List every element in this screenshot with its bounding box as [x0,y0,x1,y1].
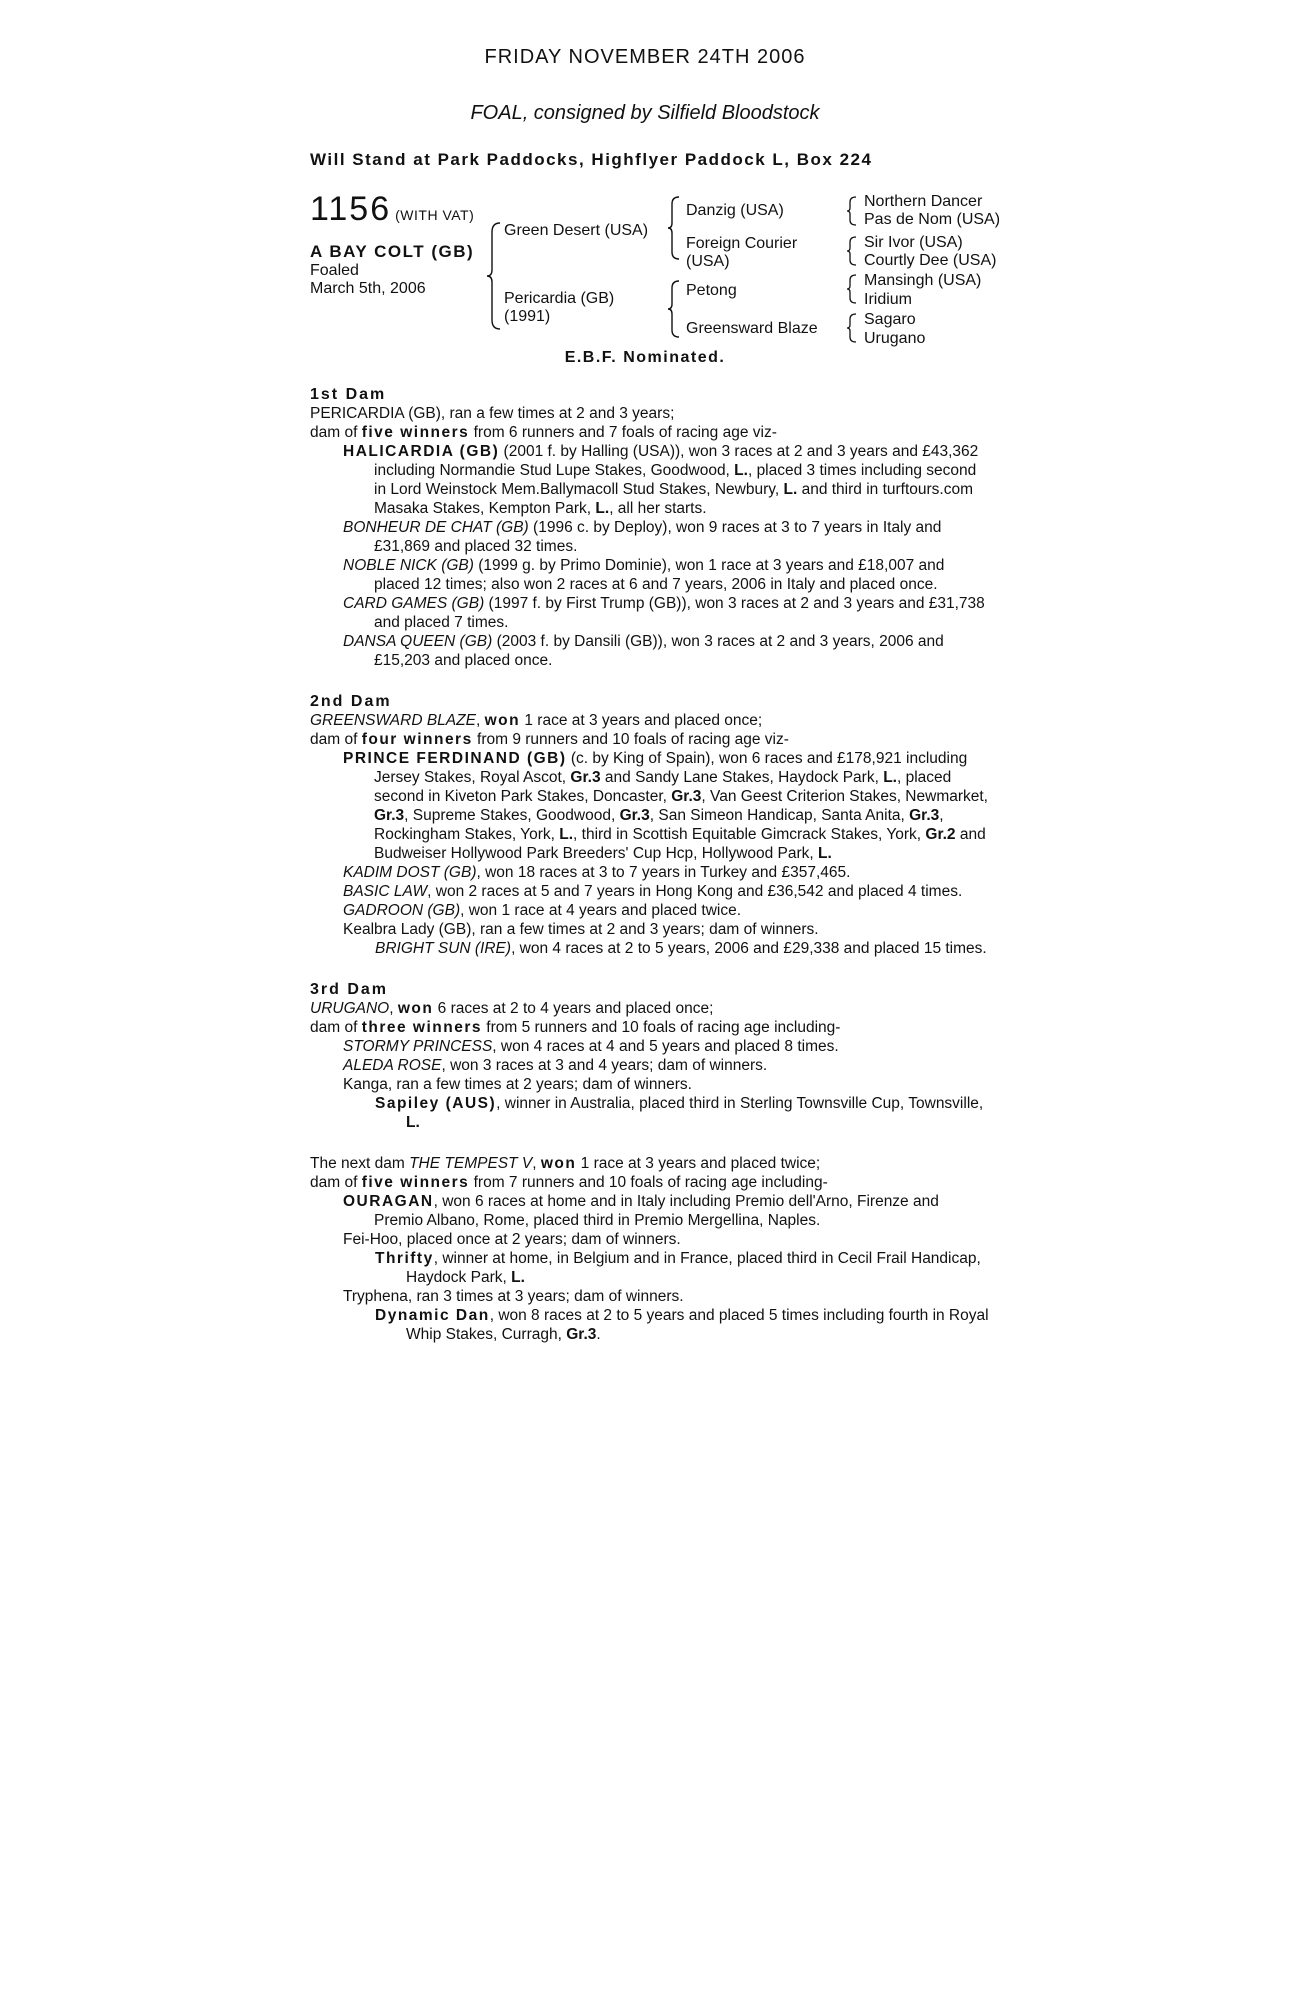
second-dam-section [310,692,990,958]
vat-note: (WITH VAT) [395,207,475,223]
next-dam-produce-line: dam of five winners from 7 runners and 10 foals of racing age including- [310,1174,828,1191]
produce-entry: KADIM DOST (GB), won 18 races at 3 to 7 years in Turkey and £357,465. [343,864,851,881]
pedigree-dam [504,290,614,326]
second-dam-produce [310,749,990,939]
produce-entry: BASIC LAW, won 2 races at 5 and 7 years in Hong Kong and £36,542 and placed 4 times. [343,883,963,900]
pedigree-dam-dam: Greensward Blaze [686,320,818,337]
pedigree-brace-main [486,222,502,330]
produce-entry: CARD GAMES (GB) (1997 f. by First Trump (GB)), won 3 races at 2 and 3 years and £31,738 and placed 7 times. [343,595,985,631]
pedigree-notes [310,385,990,1344]
pedigree-dds: Sagaro [864,311,916,328]
produce-entry: Kanga, ran a few times at 2 years; dam of winners. [343,1076,692,1093]
pedigree-dam-name: Pericardia (GB) [504,290,615,307]
pedigree-dsd: Iridium [864,291,913,308]
consignment-line: FOAL, consigned by Silfield Bloodstock [470,102,820,124]
pedigree-sss: Northern Dancer [864,193,983,210]
pedigree-brace-sire [667,196,681,260]
pedigree-ddd: Urugano [864,330,926,347]
pedigree-dam-year: (1991) [504,308,551,325]
produce-entry: OURAGAN, won 6 races at home and in Italy including Premio dell'Arno, Firenze and Premio Albano, Rome, placed third in Premio Mergellina, Naples. [343,1193,939,1229]
first-dam-produce [310,442,990,670]
pedigree-sds: Sir Ivor (USA) [864,234,963,251]
produce-entry: ALEDA ROSE, won 3 races at 3 and 4 years; dam of winners. [343,1057,768,1074]
pedigree-sire-dam-name: Foreign Courier [686,235,798,252]
pedigree-sdd: Courtly Dee (USA) [864,252,997,269]
foaled-label: Foaled [310,262,359,279]
pedigree-sire-dam-country: (USA) [686,253,730,270]
pedigree-sire-sire: Danzig (USA) [686,202,784,219]
produce-entry: Dynamic Dan, won 8 races at 2 to 5 years and placed 5 times including fourth in Royal Whip Stakes, Curragh, Gr.3. [375,1307,989,1343]
next-dam-produce-2 [310,1287,990,1306]
produce-entry: BRIGHT SUN (IRE), won 4 races at 2 to 5 years, 2006 and £29,338 and placed 15 times. [375,940,987,957]
pedigree-brace-dd [846,313,858,343]
pedigree-brace-sd [846,236,858,266]
produce-entry: HALICARDIA (GB) (2001 f. by Halling (USA)), won 3 races at 2 and 3 years and £43,362 including Normandie Stud Lupe Stakes, Goodwood, L., placed 3 times including second in Lord Weinstock Mem.Ballymacoll Stud Stakes, Newbury, L. and third in turftours.com Masaka Stakes, Kempton Park, L., all her starts. [343,443,979,517]
third-dam-section [310,980,990,1132]
produce-entry: GADROON (GB), won 1 race at 4 years and placed twice. [343,902,742,919]
produce-entry: Thrifty, winner at home, in Belgium and in France, placed third in Cecil Frail Handicap, Haydock Park, L. [375,1250,981,1286]
pedigree-dam-sire: Petong [686,282,737,299]
third-dam-line: URUGANO, won 6 races at 2 to 4 years and placed once; [310,1000,714,1017]
sale-date: FRIDAY NOVEMBER 24TH 2006 [484,46,806,68]
pedigree-sire: Green Desert (USA) [504,222,649,239]
first-dam-section [310,385,990,670]
pedigree-sire-dam [686,235,797,271]
third-dam-heading: 3rd Dam [310,981,389,998]
produce-entry: STORMY PRINCESS, won 4 races at 4 and 5 years and placed 8 times. [343,1038,839,1055]
produce-entry: BONHEUR DE CHAT (GB) (1996 c. by Deploy), won 9 races at 3 to 7 years in Italy and £31,869 and placed 32 times. [343,519,942,555]
pedigree-dss: Mansingh (USA) [864,272,982,289]
first-dam-produce-line: dam of five winners from 6 runners and 7 foals of racing age viz- [310,424,777,441]
foaled-date: March 5th, 2006 [310,280,426,297]
horse-description: A BAY COLT (GB) [310,242,475,261]
second-dam-heading: 2nd Dam [310,693,392,710]
next-dam-section [310,1154,990,1344]
ebf-nominated: E.B.F. Nominated. [564,349,726,366]
produce-entry: Kealbra Lady (GB), ran a few times at 2 and 3 years; dam of winners. [343,921,819,938]
pedigree-brace-ss [846,196,858,226]
lot-heading [310,190,474,229]
pedigree-brace-dam [667,280,681,338]
second-dam-grandproduce [310,939,990,958]
first-dam-heading: 1st Dam [310,386,387,403]
produce-entry: DANSA QUEEN (GB) (2003 f. by Dansili (GB)), won 3 races at 2 and 3 years, 2006 and £15,203 and placed once. [343,633,944,669]
produce-entry: PRINCE FERDINAND (GB) (c. by King of Spain), won 6 races and £178,921 including Jersey Stakes, Royal Ascot, Gr.3 and Sandy Lane Stakes, Haydock Park, L., placed second in Kiveton Park Stakes, Doncaster, Gr.3, Van Geest Criterion Stakes, Newmarket, Gr.3, Supreme Stakes, Goodwood, Gr.3, San Simeon Handicap, Santa Anita, Gr.3, Rockingham Stakes, York, L., third in Scottish Equitable Gimcrack Stakes, York, Gr.2 and Budweiser Hollywood Park Breeders' Cup Hcp, Hollywood Park, L. [343,750,988,862]
second-dam-line: GREENSWARD BLAZE, won 1 race at 3 years and placed once; [310,712,763,729]
produce-entry: Fei-Hoo, placed once at 2 years; dam of winners. [343,1231,681,1248]
produce-entry: Tryphena, ran 3 times at 3 years; dam of winners. [343,1288,684,1305]
pedigree-brace-ds [846,274,858,304]
next-dam-produce [310,1192,990,1249]
first-dam-line: PERICARDIA (GB), ran a few times at 2 and 3 years; [310,405,675,422]
lot-number: 1156 [310,190,392,228]
next-dam-line: The next dam THE TEMPEST V, won 1 race at 3 years and placed twice; [310,1155,821,1172]
third-dam-produce [310,1037,990,1094]
pedigree-ssd: Pas de Nom (USA) [864,211,1001,228]
third-dam-grandproduce [310,1094,990,1132]
produce-entry: NOBLE NICK (GB) (1999 g. by Primo Dominie), won 1 race at 3 years and £18,007 and placed 12 times; also won 2 races at 6 and 7 years, 2006 in Italy and placed once. [343,557,945,593]
next-dam-grandproduce [310,1249,990,1287]
next-dam-grandproduce-2 [310,1306,990,1344]
second-dam-produce-line: dam of four winners from 9 runners and 10 foals of racing age viz- [310,731,789,748]
third-dam-produce-line: dam of three winners from 5 runners and 10 foals of racing age including- [310,1019,841,1036]
produce-entry: Sapiley (AUS), winner in Australia, placed third in Sterling Townsville Cup, Townsville, L. [375,1095,984,1131]
stand-location: Will Stand at Park Paddocks, Highflyer Paddock L, Box 224 [310,150,873,169]
